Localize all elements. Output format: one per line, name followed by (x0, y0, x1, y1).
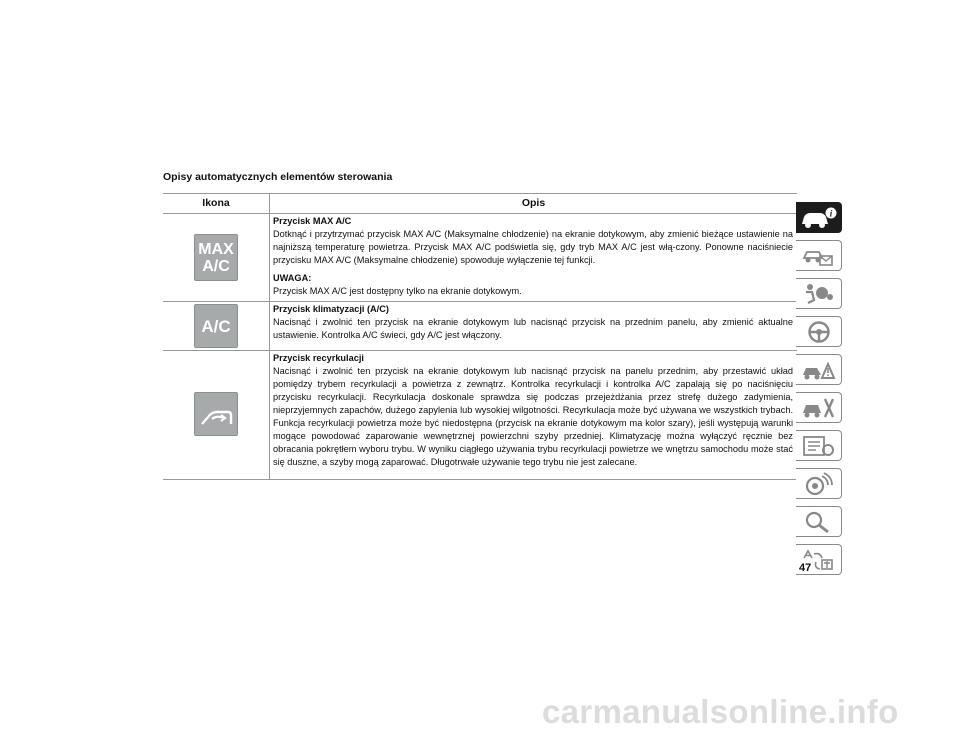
tab-warning-lights[interactable] (796, 240, 842, 271)
car-info-icon (800, 206, 838, 230)
description-cell (270, 351, 798, 480)
icon-cell (163, 302, 270, 351)
tab-index[interactable] (796, 506, 842, 537)
service-tools-icon (800, 396, 838, 420)
table-row-ac (163, 302, 797, 351)
note-text: Przycisk MAX A/C jest dostępny tylko na ekranie dotykowym. (273, 286, 522, 296)
controls-description-table (163, 193, 797, 480)
row-text: Nacisnąć i zwolnić ten przycisk na ekranie dotykowym lub nacisnąć przycisk na panelu przednim, aby przestawić układ pomiędzy trybem recyrkulacji a powietrza z zewnątrz. Kontrolka recyrkulacji i kontrolka A/C zapalają się po naciśnięciu przycisku recyrkulacji. Recyrkulacja doskonale sprawdza się podczas przejeżdżania przez strefę dużego zadymienia, nieprzyjemnych zapachów, dużego zapylenia lub wysokiej wilgotności. Recyrkulacja może być używana we wszystkich trybach. Funkcja recyrkulacji powietrza może być niedostępna (przycisk na ekranie dotykowym ma kolor szary), jeśli występują warunki mogące powodować zaparowanie wewnętrznej powierzchni szyby przedniej. Klimatyzację można wyłączyć ręcznie bez obracania pokrętłem wyboru trybu. W wyniku ciągłego używania trybu recyrkulacji powietrze we wnętrzu samochodu może stać się duszne, a szyby mogą zaparować. Długotrwałe używanie tego trybu nie jest zalecane. (273, 366, 793, 467)
table-row-recirculation (163, 351, 797, 480)
description-cell (270, 214, 798, 302)
icon-cell (163, 351, 270, 480)
chapter-tabs (796, 202, 842, 582)
warning-lights-icon (800, 244, 838, 268)
multimedia-icon (800, 472, 838, 496)
tab-emergency[interactable] (796, 354, 842, 385)
tab-specifications[interactable] (796, 430, 842, 461)
svg-text:i: i (829, 208, 833, 219)
row-text: Dotknąć i przytrzymać przycisk MAX A/C (Maksymalne chłodzenie) na ekranie dotykowym, aby zmienić bieżące ustawienie na najniższą temperaturę powietrza. Przycisk MAX A/C podświetla się, gdy tryb MAX A/C jest włą-czony. Ponowne naciśniecie przycisku MAX A/C (Maksymalne chłodzenie) spowoduje wyłączenie tej funkcji. (273, 229, 793, 265)
steering-wheel-icon (800, 320, 838, 344)
specifications-icon (800, 434, 838, 458)
description-cell (270, 302, 798, 351)
tab-starting-driving[interactable] (796, 316, 842, 347)
max-ac-icon-line2: A/C (202, 258, 230, 275)
row-title: Przycisk MAX A/C (273, 216, 352, 226)
watermark: carmanualsonline.info (542, 693, 899, 730)
header-icon: Ikona (163, 194, 270, 214)
icon-cell (163, 214, 270, 302)
emergency-icon (800, 358, 838, 382)
page-number: 47 (799, 562, 812, 574)
note-label: UWAGA: (273, 273, 312, 283)
header-description: Opis (270, 194, 798, 214)
row-title: Przycisk recyrkulacji (273, 353, 364, 363)
section-title: Opisy automatycznych elementów sterowania (163, 171, 393, 183)
row-title: Przycisk klimatyzacji (A/C) (273, 304, 389, 314)
max-ac-icon-line1: MAX (198, 241, 234, 258)
tab-servicing[interactable] (796, 392, 842, 423)
ac-icon: A/C (194, 304, 238, 348)
max-ac-icon (194, 234, 238, 281)
safety-airbag-icon (800, 282, 838, 306)
tab-safety[interactable] (796, 278, 842, 309)
table-row-max-ac (163, 214, 797, 302)
recirculation-icon (194, 392, 238, 436)
tab-car-info[interactable] (796, 202, 842, 233)
row-text: Nacisnąć i zwolnić ten przycisk na ekranie dotykowym lub nacisnąć przycisk na przednim panelu, aby zmienić aktualne ustawienie. Kontrolka A/C świeci, gdy A/C jest włączony. (273, 317, 793, 340)
search-index-icon (800, 510, 838, 534)
table-header-row (163, 194, 797, 214)
tab-multimedia[interactable] (796, 468, 842, 499)
